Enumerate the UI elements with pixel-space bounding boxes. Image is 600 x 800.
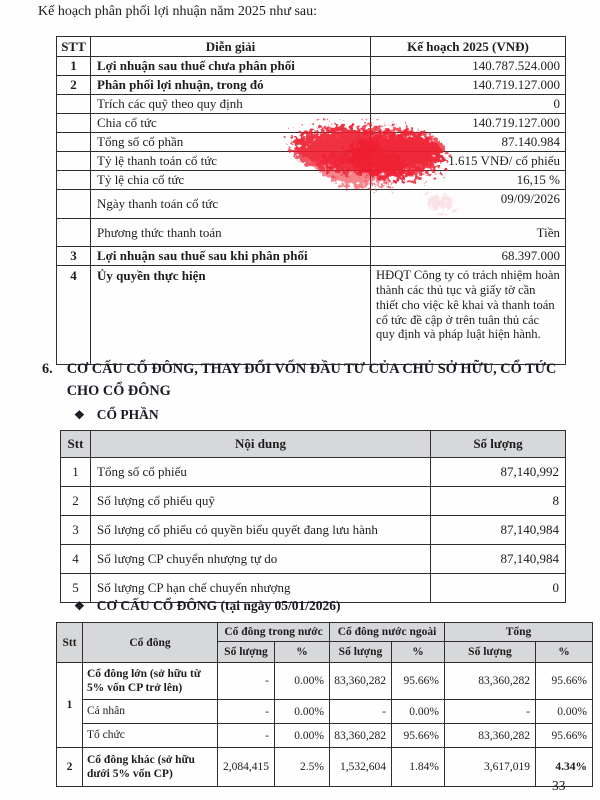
row-desc: Lợi nhuận sau thuế sau khi phân phối xyxy=(91,247,371,266)
table-row xyxy=(57,190,566,219)
row-foreign-qty: 1,532,604 xyxy=(330,748,392,787)
shares-subheading-label: CỔ PHẦN xyxy=(96,407,159,422)
row-value: 1.615 VNĐ/ cổ phiếu xyxy=(371,152,566,171)
row-stt: 1 xyxy=(61,458,91,487)
row-value: 140.719.127.000 xyxy=(371,76,566,95)
row-total-pct: 0.00% xyxy=(536,700,593,724)
table-row xyxy=(57,114,566,133)
row-content: Số lượng cổ phiếu quỹ xyxy=(91,487,431,516)
row-domestic-pct: 2.5% xyxy=(275,748,330,787)
row-stt: 3 xyxy=(57,247,91,266)
row-desc: Tỷ lệ chia cổ tức xyxy=(91,171,371,190)
row-stt xyxy=(57,190,91,219)
row-desc: Lợi nhuận sau thuế chưa phân phối xyxy=(91,57,371,76)
row-shareholder: Cá nhân xyxy=(83,700,218,724)
row-total-pct: 4.34% xyxy=(536,748,593,787)
row-stt: 1 xyxy=(57,57,91,76)
table-row xyxy=(57,748,593,787)
t2-header-content: Nội dung xyxy=(91,431,431,458)
row-foreign-pct: 1.84% xyxy=(392,748,445,787)
t3-header-foreign: Cổ đông nước ngoài xyxy=(330,623,445,642)
table-row xyxy=(61,458,566,487)
row-domestic-qty: - xyxy=(218,700,275,724)
table-row xyxy=(57,76,566,95)
row-foreign-qty: 83,360,282 xyxy=(330,724,392,748)
row-content: Số lượng CP hạn chế chuyển nhượng xyxy=(91,574,431,603)
t3-subheader-pct: % xyxy=(275,642,330,663)
table-header-row xyxy=(57,623,593,642)
row-total-qty: - xyxy=(445,700,536,724)
row-desc: Phân phối lợi nhuận, trong đó xyxy=(91,76,371,95)
section-title: CƠ CẤU CỔ ĐÔNG, THAY ĐỔI VỐN ĐẦU TƯ CỦA CHỦ SỞ HỮU, CỔ TỨC CHO CỔ ĐÔNG xyxy=(66,361,557,400)
row-total-qty: 83,360,282 xyxy=(445,663,536,700)
row-foreign-qty: 83,360,282 xyxy=(330,663,392,700)
profit-distribution-table xyxy=(56,36,566,365)
row-stt: 2 xyxy=(57,748,83,787)
t3-header-stt: Stt xyxy=(57,623,83,663)
shareholder-structure-table xyxy=(56,622,593,787)
page-number: 33 xyxy=(552,778,566,793)
row-total-qty: 3,617,019 xyxy=(445,748,536,787)
row-content: Số lượng CP chuyển nhượng tự do xyxy=(91,545,431,574)
t3-subheader-qty: Số lượng xyxy=(330,642,392,663)
row-stt: 2 xyxy=(57,76,91,95)
structure-subheading xyxy=(74,598,341,614)
row-value: HĐQT Công ty có trách nhiệm hoàn thành các thủ tục và giấy tờ cần thiết cho việc kê khai và thanh toán cổ tức đề cập ở trên tuân thủ các quy định và pháp luật hiện hành. xyxy=(371,266,566,365)
table-row xyxy=(61,487,566,516)
row-shareholder: Tổ chức xyxy=(83,724,218,748)
row-qty: 87,140,984 xyxy=(431,516,566,545)
t1-header-value: Kế hoạch 2025 (VNĐ) xyxy=(371,37,566,57)
row-stt: 1 xyxy=(57,663,83,748)
table-row xyxy=(57,95,566,114)
t2-header-qty: Số lượng xyxy=(431,431,566,458)
row-qty: 87,140,992 xyxy=(431,458,566,487)
row-content: Số lượng cổ phiếu có quyền biểu quyết đang lưu hành xyxy=(91,516,431,545)
structure-subheading-label: CƠ CẤU CỔ ĐÔNG (tại ngày 05/01/2026) xyxy=(96,598,341,613)
table-row xyxy=(57,724,593,748)
row-desc: Tỷ lệ thanh toán cổ tức xyxy=(91,152,371,171)
row-stt xyxy=(57,114,91,133)
table-row xyxy=(57,700,593,724)
row-domestic-pct: 0.00% xyxy=(275,700,330,724)
row-shareholder: Cổ đông lớn (sở hữu từ 5% vốn CP trở lên) xyxy=(83,663,218,700)
row-value: 09/09/2026 xyxy=(371,190,566,219)
table-row xyxy=(61,545,566,574)
table-row xyxy=(57,152,566,171)
row-qty: 87,140,984 xyxy=(431,545,566,574)
row-domestic-pct: 0.00% xyxy=(275,663,330,700)
row-desc: Chia cổ tức xyxy=(91,114,371,133)
row-domestic-qty: - xyxy=(218,724,275,748)
t2-header-stt: Stt xyxy=(61,431,91,458)
row-content: Tổng số cổ phiếu xyxy=(91,458,431,487)
table-row xyxy=(57,663,593,700)
row-value: 0 xyxy=(371,95,566,114)
row-total-pct: 95.66% xyxy=(536,724,593,748)
table-header-row xyxy=(61,431,566,458)
row-total-pct: 95.66% xyxy=(536,663,593,700)
row-domestic-pct: 0.00% xyxy=(275,724,330,748)
row-desc: Ủy quyền thực hiện xyxy=(91,266,371,365)
row-desc: Trích các quỹ theo quy định xyxy=(91,95,371,114)
t1-header-stt: STT xyxy=(57,37,91,57)
shares-subheading xyxy=(74,407,159,423)
shares-table xyxy=(60,430,566,603)
t3-subheader-pct: % xyxy=(536,642,593,663)
row-foreign-pct: 95.66% xyxy=(392,724,445,748)
table-row xyxy=(57,219,566,247)
row-value: 16,15 % xyxy=(371,171,566,190)
table-row xyxy=(61,516,566,545)
t3-header-domestic: Cổ đông trong nước xyxy=(218,623,330,642)
row-value: 87.140.984 xyxy=(371,133,566,152)
t3-subheader-qty: Số lượng xyxy=(445,642,536,663)
row-shareholder: Cổ đông khác (sở hữu dưới 5% vốn CP) xyxy=(83,748,218,787)
row-stt xyxy=(57,219,91,247)
row-stt xyxy=(57,152,91,171)
row-stt: 5 xyxy=(61,574,91,603)
row-value: Tiền xyxy=(371,219,566,247)
t3-header-total: Tổng xyxy=(445,623,593,642)
row-stt: 4 xyxy=(61,545,91,574)
section-6-heading xyxy=(42,358,570,402)
row-qty: 8 xyxy=(431,487,566,516)
row-stt: 3 xyxy=(61,516,91,545)
section-number: 6. xyxy=(42,361,53,377)
row-qty: 0 xyxy=(431,574,566,603)
row-foreign-pct: 95.66% xyxy=(392,663,445,700)
row-desc: Phương thức thanh toán xyxy=(91,219,371,247)
row-value: 68.397.000 xyxy=(371,247,566,266)
diamond-bullet-icon: ❖ xyxy=(74,408,85,422)
table-row xyxy=(57,133,566,152)
row-value: 140.787.524.000 xyxy=(371,57,566,76)
row-stt xyxy=(57,133,91,152)
row-stt xyxy=(57,95,91,114)
row-value: 140.719.127.000 xyxy=(371,114,566,133)
row-foreign-pct: 0.00% xyxy=(392,700,445,724)
row-stt xyxy=(57,171,91,190)
table-header-row xyxy=(57,37,566,57)
row-desc: Ngày thanh toán cổ tức xyxy=(91,190,371,219)
t1-header-desc: Diễn giải xyxy=(91,37,371,57)
intro-text: Kế hoạch phân phối lợi nhuận năm 2025 như sau: xyxy=(38,4,317,19)
table-row xyxy=(57,171,566,190)
row-stt: 2 xyxy=(61,487,91,516)
row-domestic-qty: 2,084,415 xyxy=(218,748,275,787)
row-foreign-qty: - xyxy=(330,700,392,724)
table-row xyxy=(57,266,566,365)
t3-subheader-pct: % xyxy=(392,642,445,663)
table-row xyxy=(57,57,566,76)
row-stt: 4 xyxy=(57,266,91,365)
diamond-bullet-icon: ❖ xyxy=(74,599,85,613)
row-desc: Tổng số cổ phần xyxy=(91,133,371,152)
t3-header-shareholder: Cổ đông xyxy=(83,623,218,663)
row-total-qty: 83,360,282 xyxy=(445,724,536,748)
table-row xyxy=(57,247,566,266)
row-domestic-qty: - xyxy=(218,663,275,700)
t3-subheader-qty: Số lượng xyxy=(218,642,275,663)
